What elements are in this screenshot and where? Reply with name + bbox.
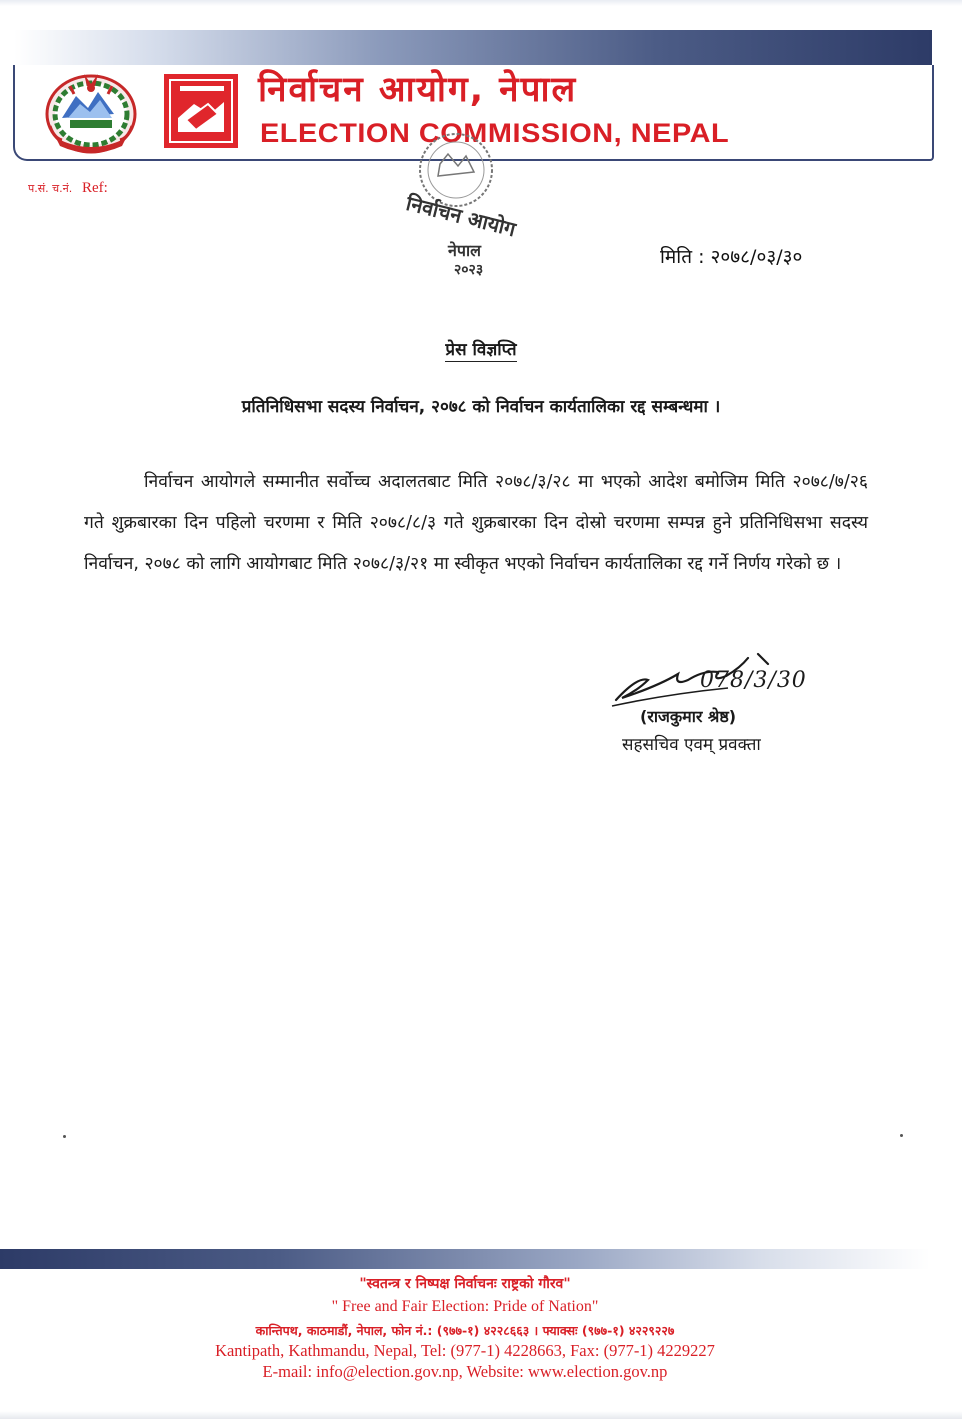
letterhead-gradient-band (14, 30, 932, 66)
footer-address-np: कान्तिपथ, काठमाडौं, नेपाल, फोन नं.: (९७७-१) ४२२८६६३ । फ्याक्सः (९७७-१) ४२२९२२७ (255, 1323, 675, 1338)
stamp-text-top: निर्वाचन आयोग (403, 190, 519, 242)
footer-motto-np: "स्वतन्त्र र निष्पक्ष निर्वाचनः राष्ट्रको गौरव" (359, 1276, 571, 1292)
stamp-text-year: २०२३ (454, 262, 484, 278)
document-subject: प्रतिनिधिसभा सदस्य निर्वाचन, २०७८ को निर्वाचन कार्यतालिका रद्द सम्बन्धमा । (241, 397, 721, 417)
signer-title: सहसचिव एवम् प्रवक्ता (622, 735, 761, 755)
signer-name: (राजकुमार श्रेष्ठ) (640, 707, 737, 726)
footer-gradient-band (0, 1249, 930, 1269)
stamp-text-mid: नेपाल (448, 241, 481, 260)
scan-speck (900, 1134, 903, 1137)
footer-motto-en: " Free and Fair Election: Pride of Nation" (331, 1298, 599, 1315)
signature-date: 078/3/30 (700, 668, 807, 693)
footer-address-en: Kantipath, Kathmandu, Nepal, Tel: (977-1) 4228663, Fax: (977-1) 4229227 (215, 1341, 715, 1360)
document-heading-text: प्रेस विज्ञप्ति (445, 340, 517, 360)
nepal-emblem-icon (40, 68, 142, 156)
date-line (660, 243, 802, 271)
document-heading (0, 336, 962, 364)
scan-speck (63, 1135, 66, 1138)
official-stamp (396, 130, 536, 278)
org-name-english: ELECTION COMMISSION, NEPAL (260, 118, 730, 148)
ballot-box-logo-icon (164, 74, 238, 148)
reference-label-np: प.सं. च.नं. (28, 182, 73, 195)
date-value: २०७८/०३/३० (710, 246, 803, 268)
page-top-edge (0, 0, 962, 6)
document-body: निर्वाचन आयोगले सम्मानीत सर्वोच्च अदालतबाट मिति २०७८/३/२८ मा भएको आदेश बमोजिम मिति २०७८/७/२६ गते शुक्रबारका दिन पहिलो चरणमा र मिति २०७८/८/३ गते शुक्रबारका दिन दोस्रो चरणमा सम्पन्न हुने प्रतिनिधिसभा सदस्य निर्वाचन, २०७८ को लागि आयोगबाट मिति २०७८/३/२१ मा स्वीकृत भएको निर्वाचन कार्यतालिका रद्द गर्ने निर्णय गरेको छ । (84, 472, 868, 574)
reference-line (28, 180, 108, 197)
date-label: मिति : (660, 246, 705, 268)
org-name-nepali: निर्वाचन आयोग, नेपाल (258, 70, 578, 110)
reference-label-en: Ref: (82, 180, 108, 196)
page-bottom-edge (0, 1411, 962, 1419)
footer-contact: E-mail: info@election.gov.np, Website: www.election.gov.np (262, 1362, 668, 1381)
